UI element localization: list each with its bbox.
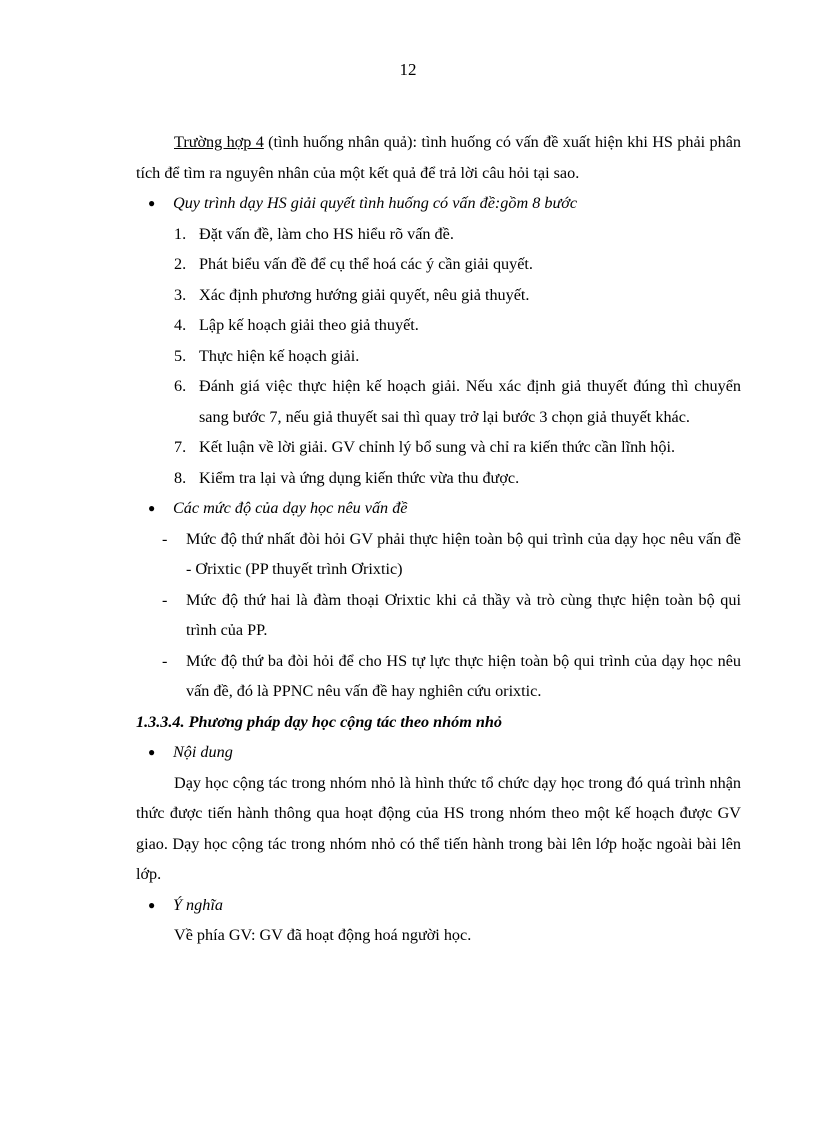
step-item (136, 219, 741, 250)
step-item (136, 432, 741, 463)
dash-marker: - (162, 651, 168, 670)
step-number: 8. (174, 468, 187, 487)
step-number: 1. (174, 224, 187, 243)
step-number: 4. (174, 316, 187, 334)
process-bullet-text: Quy trình dạy HS giải quyết tình huống có vấn đề:gồm 8 bước (173, 194, 578, 212)
section-heading: 1.3.3.4. Phương pháp dạy học cộng tác theo nhóm nhỏ (136, 712, 503, 731)
step-number: 6. (174, 377, 187, 395)
step-number: 7. (174, 438, 187, 456)
content-bullet (136, 737, 741, 768)
level-item (136, 646, 741, 707)
dash-marker: - (162, 529, 168, 548)
meaning-paragraph: Về phía GV: GV đã hoạt động hoá người học. (174, 926, 472, 944)
step-item (136, 249, 741, 280)
step-text: Phát biểu vấn đề để cụ thể hoá các ý cần giải quyết. (199, 255, 533, 273)
step-item (136, 371, 741, 432)
level-item (136, 524, 741, 585)
page-body (136, 127, 741, 951)
content-bullet-text: Nội dung (173, 743, 233, 761)
step-number: 2. (174, 255, 187, 273)
step-text: Lập kế hoạch giải theo giả thuyết. (199, 316, 419, 334)
step-text: Đặt vấn đề, làm cho HS hiểu rõ vấn đề. (199, 224, 454, 243)
dash-marker: - (162, 590, 168, 609)
level-text: Mức độ thứ ba đòi hỏi để cho HS tự lực thực hiện toàn bộ qui trình của dạy học nêu vấn đề, đó là PPNC nêu vấn đề hay nghiên cứu orixtic. (186, 651, 741, 700)
process-bullet (136, 188, 741, 219)
levels-list (136, 524, 741, 707)
levels-bullet-text: Các mức độ của dạy học nêu vấn đề (173, 499, 408, 517)
meaning-bullet-text: Ý nghĩa (173, 895, 223, 914)
bullet-icon: ● (148, 196, 156, 210)
level-text: Mức độ thứ nhất đòi hỏi GV phải thực hiện toàn bộ qui trình của dạy học nêu vấn đề - Ơrixtic (PP thuyết trình Ơrixtic) (186, 529, 741, 578)
meaning-bullet (136, 890, 741, 921)
bullet-icon: ● (148, 897, 156, 912)
levels-bullet (136, 493, 741, 524)
step-text: Kiểm tra lại và ứng dụng kiến thức vừa thu được. (199, 468, 520, 487)
level-text: Mức độ thứ hai là đàm thoại Ơrixtic khi cả thầy và trò cùng thực hiện toàn bộ qui trình của PP. (186, 590, 741, 639)
step-item (136, 280, 741, 311)
step-number: 3. (174, 285, 187, 304)
bullet-icon: ● (148, 745, 156, 759)
step-item (136, 463, 741, 494)
step-item (136, 310, 741, 341)
bullet-icon: ● (148, 501, 156, 515)
steps-list (136, 219, 741, 494)
step-text: Xác định phương hướng giải quyết, nêu giả thuyết. (199, 285, 530, 304)
level-item (136, 585, 741, 646)
step-text: Kết luận về lời giải. GV chỉnh lý bổ sung và chỉ ra kiến thức cần lĩnh hội. (199, 438, 676, 456)
step-item (136, 341, 741, 372)
intro-text: (tình huống nhân quả): tình huống có vấn đề xuất hiện khi HS phải phân tích để tìm ra nguyên nhân của một kết quả để trả lời câu hỏi tại sao. (136, 133, 741, 182)
step-text: Đánh giá việc thực hiện kế hoạch giải. Nếu xác định giả thuyết đúng thì chuyển sang bước 7, nếu giả thuyết sai thì quay trở lại bước 3 chọn giả thuyết khác. (199, 377, 741, 426)
page-number: 12 (399, 60, 417, 79)
intro-paragraph (136, 127, 741, 188)
step-text: Thực hiện kế hoạch giải. (199, 346, 360, 365)
step-number: 5. (174, 346, 187, 365)
content-paragraph: Dạy học cộng tác trong nhóm nhỏ là hình thức tổ chức dạy học trong đó quá trình nhận thức được tiến hành thông qua hoạt động của HS trong nhóm theo một kế hoạch được GV giao. Dạy học cộng tác trong nhóm nhỏ có thể tiến hành trong bài lên lớp hoặc ngoài bài lên lớp. (136, 773, 741, 883)
case-label: Trường hợp 4 (174, 133, 264, 151)
